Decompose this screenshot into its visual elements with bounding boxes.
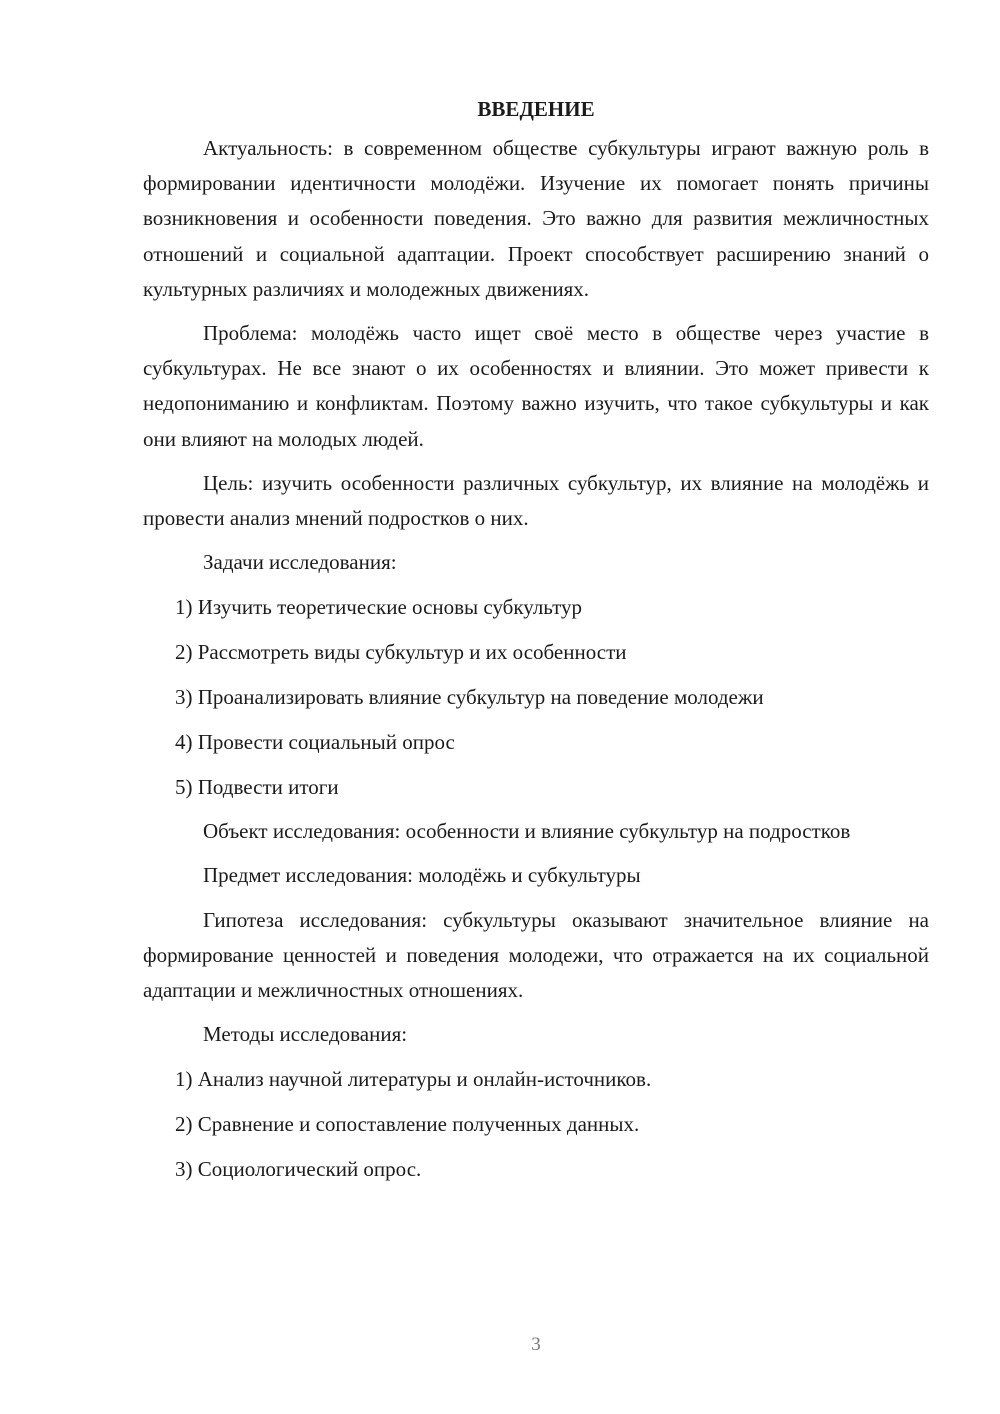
subject-paragraph: Предмет исследования: молодёжь и субкультуры xyxy=(203,863,641,888)
methods-list xyxy=(143,1061,929,1187)
page-number: 3 xyxy=(531,1334,541,1355)
page-title: ВВЕДЕНИЕ xyxy=(477,97,595,121)
relevance-paragraph: Актуальность: в современном обществе субкультуры играют важную роль в формировании идентичности молодёжи. Изучение их помогает понять причины возникновения и особенности поведения. Это важно для развития межличностных отношений и социальной адаптации. Проект способствует расширению знаний о культурных различиях и молодежных движениях. xyxy=(143,136,929,301)
task-item: 4) Провести социальный опрос xyxy=(175,730,455,755)
task-item: 5) Подвести итоги xyxy=(175,775,339,800)
methods-label: Методы исследования: xyxy=(203,1022,408,1047)
page-content xyxy=(143,94,929,1196)
task-item: 1) Изучить теоретические основы субкультур xyxy=(175,595,582,620)
task-item: 3) Проанализировать влияние субкультур на поведение молодежи xyxy=(175,685,764,710)
method-item: 2) Сравнение и сопоставление полученных данных. xyxy=(175,1112,640,1137)
tasks-label: Задачи исследования: xyxy=(203,550,397,575)
method-item: 3) Социологический опрос. xyxy=(175,1157,422,1182)
hypothesis-paragraph: Гипотеза исследования: субкультуры оказывают значительное влияние на формирование ценностей и поведения молодежи, что отражается на их социальной адаптации и межличностных отношениях. xyxy=(143,907,929,1003)
method-item: 1) Анализ научной литературы и онлайн-источников. xyxy=(175,1067,652,1092)
problem-paragraph: Проблема: молодёжь часто ищет своё место в обществе через участие в субкультурах. Не все знают о их особенностях и влиянии. Это может привести к недопониманию и конфликтам. Поэтому важно изучить, что такое субкультуры и как они влияют на молодых людей. xyxy=(143,321,929,451)
tasks-list xyxy=(143,589,929,805)
goal-paragraph: Цель: изучить особенности различных субкультур, их влияние на молодёжь и провести анализ мнений подростков о них. xyxy=(143,470,929,531)
task-item: 2) Рассмотреть виды субкультур и их особенности xyxy=(175,640,627,665)
object-paragraph: Объект исследования: особенности и влияние субкультур на подростков xyxy=(203,819,851,844)
